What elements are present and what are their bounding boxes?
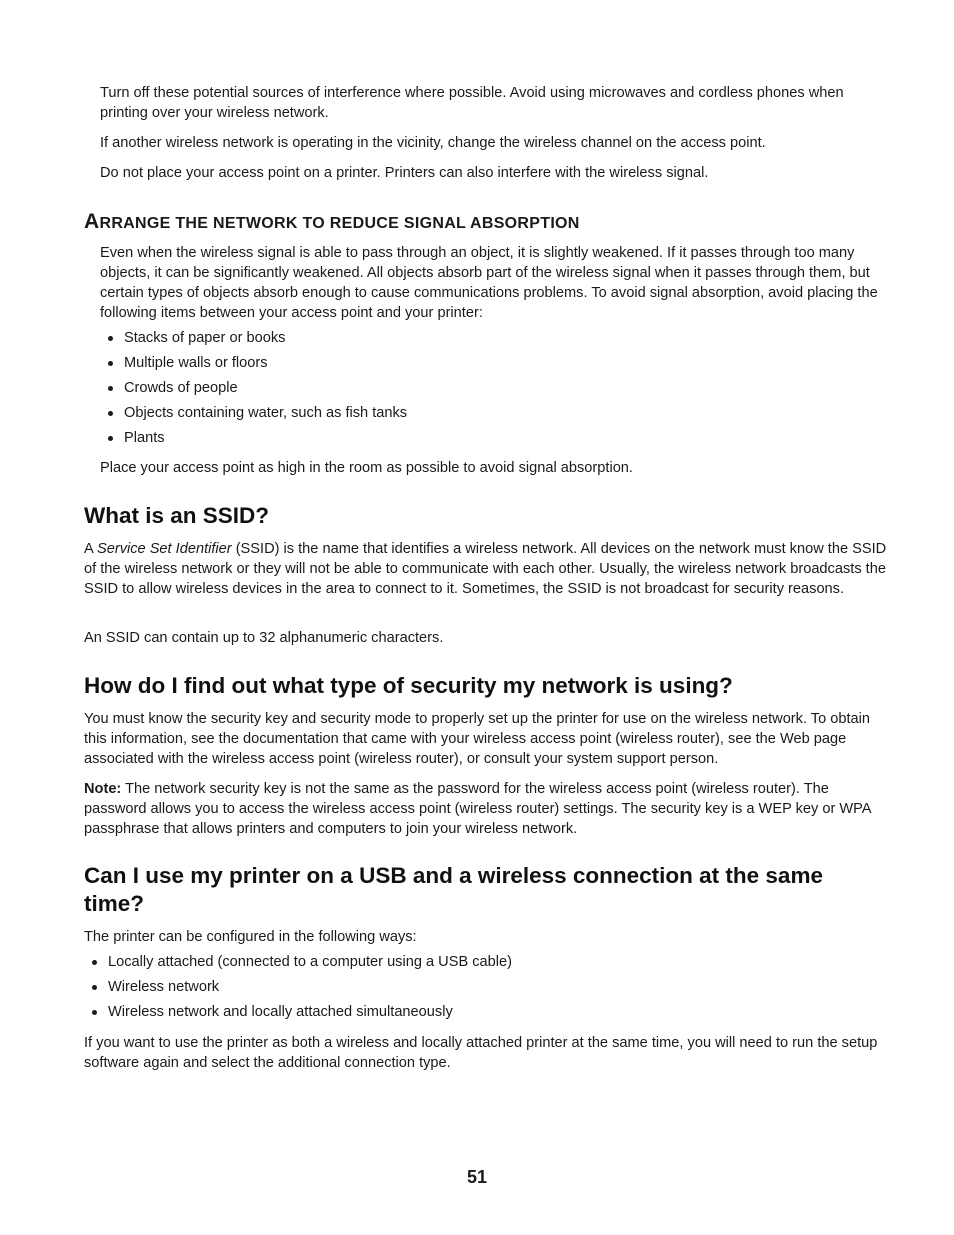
absorption-heading (84, 210, 580, 234)
absorption-list (100, 328, 407, 453)
usb-list (84, 952, 512, 1027)
absorption-heading-rest: RRANGE THE NETWORK TO REDUCE SIGNAL ABSORPTION (99, 215, 580, 232)
absorption-heading-initial: A (84, 210, 100, 233)
interference-paragraph-2: If another wireless network is operating in the vicinity, change the wireless channel on the access point. (100, 135, 766, 151)
security-paragraph: You must know the security key and security mode to properly set up the printer for use on the wireless network. To obtain this information, see the documentation that came with your wireless access point (wireless router), see the Web page associated with the wireless access point (wireless router), or consult your system support person. (84, 711, 871, 767)
ssid-paragraph-1 (84, 539, 890, 599)
interference-paragraph-3: Do not place your access point on a printer. Printers can also interfere with the wireless signal. (100, 165, 709, 181)
page-number: 51 (466, 1167, 488, 1187)
ssid-paragraph-2: An SSID can contain up to 32 alphanumeric characters. (84, 630, 444, 646)
ssid-heading: What is an SSID? (84, 503, 270, 528)
list-item: Crowds of people (100, 378, 407, 403)
absorption-outro: Place your access point as high in the room as possible to avoid signal absorption. (100, 460, 633, 476)
ssid-term: Service Set Identifier (96, 541, 232, 557)
list-item: Locally attached (connected to a computer using a USB cable) (84, 952, 512, 977)
security-heading: How do I find out what type of security my network is using? (84, 673, 733, 698)
security-note (84, 779, 890, 839)
ssid-paragraph-1-start: A (84, 541, 97, 557)
list-item: Multiple walls or floors (100, 353, 407, 378)
note-label: Note: (84, 781, 122, 797)
list-item: Wireless network and locally attached simultaneously (84, 1002, 512, 1027)
list-item: Plants (100, 428, 407, 453)
list-item: Wireless network (84, 977, 512, 1002)
list-item: Stacks of paper or books (100, 328, 407, 353)
list-item: Objects containing water, such as fish tanks (100, 403, 407, 428)
ssid-paragraph-1-rest: (SSID) is the name that identifies a wireless network. All devices on the network must know the SSID of the wireless network or they will not be able to communicate with each other. Usually, the wireless network broadcasts the SSID to allow wireless devices in the area to connect to it. Sometimes, the SSID is not broadcast for security reasons. (84, 541, 887, 597)
usb-intro: The printer can be configured in the following ways: (84, 929, 417, 945)
usb-heading: Can I use my printer on a USB and a wireless connection at the same time? (84, 863, 823, 916)
absorption-intro: Even when the wireless signal is able to pass through an object, it is slightly weakened. If it passes through too many objects, it can be significantly weakened. All objects absorb part of the wireless signal when it passes through them, but certain types of objects absorb enough to cause communications problems. To avoid signal absorption, avoid placing the following items between your access point and your printer: (100, 245, 878, 321)
note-text: The network security key is not the same as the password for the wireless access point (wireless router). The password allows you to access the wireless access point (wireless router) settings. The security key is a WEP key or WPA passphrase that allows printers and computers to join your wireless network. (84, 781, 871, 837)
usb-outro: If you want to use the printer as both a wireless and locally attached printer at the same time, you will need to run the setup software again and select the additional connection type. (84, 1035, 878, 1071)
interference-paragraph-1: Turn off these potential sources of interference where possible. Avoid using microwaves and cordless phones when printing over your wireless network. (100, 85, 844, 121)
